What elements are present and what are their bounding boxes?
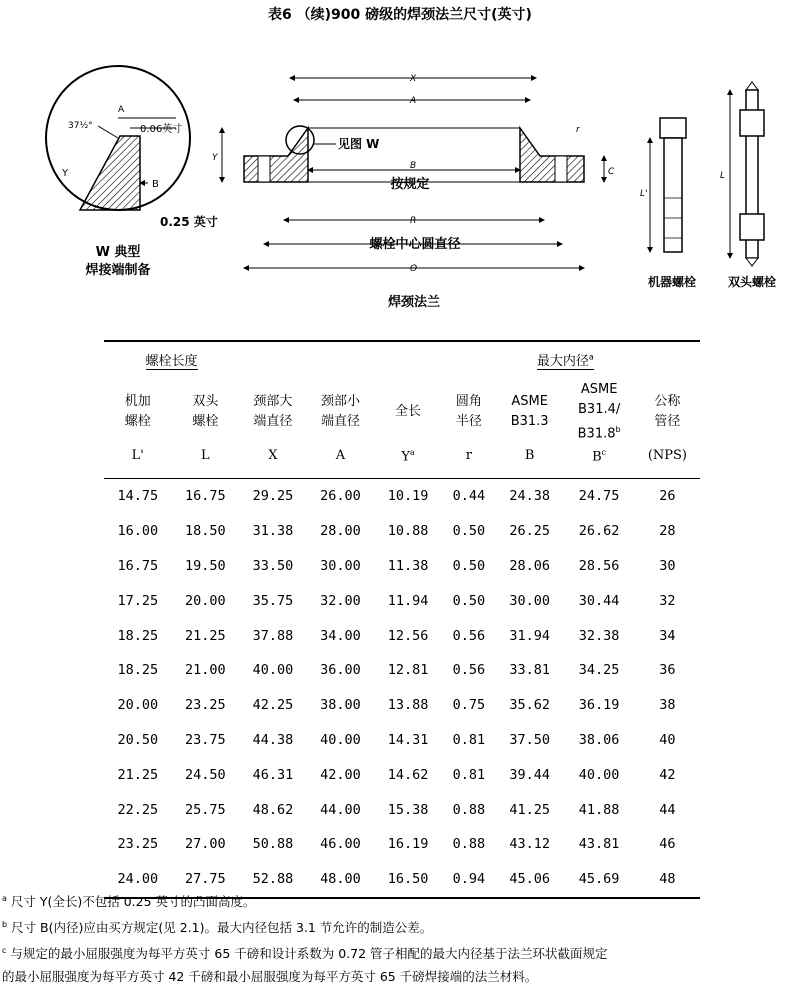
table-cell: 11.38 [387,557,429,574]
column-header [307,376,375,448]
table-column-name-row [104,376,700,448]
table-row [104,827,700,862]
column-header-line: B31.8$^b$ [577,424,621,442]
table-cell: 23.25 [117,836,159,853]
footnote-text: 尺寸 B(内径)应由买方规定(见 2.1)。最大内径包括 3.1 节允许的制造公差。 [11,920,433,936]
column-header-line: 端直径 [253,414,293,429]
table-cell: 10.19 [387,488,429,505]
table-cell: 50.88 [252,836,294,853]
table-cell: 44.38 [252,731,294,748]
column-header [172,376,240,448]
footnotes [2,887,800,988]
table-cell: 48 [635,862,700,898]
page-title: 表6 （续)900 磅级的焊颈法兰尺寸(英寸) [268,7,532,23]
table-cell: 30.00 [509,592,550,609]
table-cell: 40.00 [578,766,620,783]
table-cell: 32 [659,592,676,609]
footnote-text: 的最小屈服强度为每平方英寸 42 千磅和最小屈服强度为每平方英寸 65 千磅焊接端的法兰材料。 [2,969,538,985]
table-cell: 24.50 [185,766,226,783]
table-cell: 18.25 [117,662,159,679]
blank-group-header [239,341,496,376]
table-cell: 34 [659,627,676,644]
table-cell: 33.81 [509,662,550,679]
table-symbol-row [104,448,700,479]
table-cell: 36.00 [320,662,361,679]
column-header-line: B31.3 [510,414,549,429]
table-cell: 37.50 [509,731,550,748]
table-cell: 16.75 [185,488,226,505]
table-row [104,723,700,758]
table-cell: 30.00 [320,557,361,574]
table-cell: 41.88 [578,801,620,818]
detail-caption-1: W 典型 [95,245,141,260]
table-cell: 38.06 [578,731,620,748]
table-cell: 38.00 [320,697,361,714]
bolt-circle-label: 螺栓中心圆直径 [369,237,461,252]
table-cell: 15.38 [387,801,429,818]
column-header-line: 端直径 [320,414,360,429]
column-header [442,376,496,448]
footnote-mark: b [2,920,8,930]
table-cell: 45.06 [496,862,564,898]
footnote-text: 与规定的最小屈服强度为每平方英寸 65 千磅和设计系数为 0.72 管子相配的最大内径基于法兰环状截面规定 [10,946,608,962]
table-row [104,549,700,584]
detail-caption-2: 焊接端制备 [85,263,151,278]
column-header-line: 管径 [654,414,681,429]
column-header-line: 全长 [395,404,422,419]
column-symbol: $Y^a$ [374,448,442,479]
footnote-text: 尺寸 Y(全长)不包括 0.25 英寸的凸面高度。 [10,894,256,910]
table-cell: 27.00 [185,836,226,853]
table-cell: 17.25 [117,592,159,609]
bolt-length-group-label: 螺栓长度 [145,353,198,369]
column-symbol: X [239,448,307,479]
table-cell: 39.44 [509,766,550,783]
table-cell: 21.00 [185,662,226,679]
detail-w [46,66,190,278]
column-symbol: B [496,448,564,479]
table-cell: 38 [659,697,676,714]
table-cell: 26.62 [578,523,620,540]
table-cell: 40.00 [320,731,361,748]
table-cell: 0.56 [452,662,486,679]
footnote [2,913,800,939]
table-cell: 37.88 [252,627,294,644]
dim-y-label: Y [212,153,218,163]
stud-bolt-label: 双头螺栓 [727,275,777,289]
table-cell: 32.00 [320,592,361,609]
table-cell: 23.25 [185,697,226,714]
table-cell: 30.44 [578,592,620,609]
table-cell: 25.75 [185,801,226,818]
flange-section [160,74,615,310]
table-cell: 24.38 [509,488,550,505]
machine-bolt-label: 机器螺栓 [647,275,697,289]
table-cell: 18.25 [117,627,159,644]
column-symbol: r [442,448,496,479]
table-cell: 31.38 [252,523,294,540]
flange-drawing-svg [0,48,800,320]
table-cell: 42.25 [252,697,294,714]
table-cell: 0.44 [452,488,486,505]
table-cell: 23.75 [185,731,226,748]
column-symbol: L' [104,448,172,479]
table-cell: 20.00 [185,592,226,609]
table-cell: 11.94 [387,592,429,609]
bolt-length-group-header [104,341,239,376]
column-symbol: (NPS) [635,448,700,479]
stud-bolt [720,82,776,289]
column-header-line: 双头 [192,394,219,409]
table-cell: 31.94 [509,627,550,644]
table-cell: 16.00 [117,523,159,540]
table-row [104,583,700,618]
table-cell: 14.75 [117,488,159,505]
column-header [496,376,564,448]
column-header-line: 半径 [455,414,482,429]
table-cell: 26.00 [320,488,361,505]
table-row [104,757,700,792]
table-cell: 32.38 [578,627,620,644]
table-cell: 46 [659,836,676,853]
detail-b-label: B [152,179,159,190]
dim-o-label: O [410,264,418,274]
table-row [104,688,700,723]
column-header [104,376,172,448]
detail-angle-label: 37½° [68,121,93,131]
table-row [104,792,700,827]
table-cell: 36 [659,662,676,679]
table-cell: 46.31 [252,766,294,783]
table-cell: 24.75 [578,488,620,505]
flange-caption: 焊颈法兰 [387,295,441,310]
dim-b-label: B [410,161,417,171]
by-spec-label: 按规定 [390,177,430,192]
table-cell: 43.12 [509,836,550,853]
table-cell: 0.88 [452,801,486,818]
table-cell: 0.50 [452,592,486,609]
table-cell: 52.88 [239,862,307,898]
table-cell: 12.81 [387,662,429,679]
table-row [104,653,700,688]
flange-drawing [0,48,800,320]
table-cell: 48.62 [252,801,294,818]
table-cell: 0.81 [452,766,486,783]
table-cell: 0.75 [452,697,486,714]
dim-a-label: A [410,96,417,106]
table-cell: 0.50 [452,523,486,540]
table-cell: 41.25 [509,801,550,818]
max-bore-group-sup: a [588,352,594,362]
table-cell: 14.62 [387,766,429,783]
table-cell: 35.75 [252,592,294,609]
table-cell: 0.56 [452,627,486,644]
table-cell: 20.00 [117,697,159,714]
table-cell: 34.25 [578,662,620,679]
detail-offset-label: 0.06英寸 [140,124,183,135]
table-cell: 18.50 [185,523,226,540]
table-cell: 0.50 [452,557,486,574]
table-cell: 22.25 [117,801,159,818]
table-cell: 48.00 [307,862,375,898]
raised-face-label: 0.25 英寸 [160,215,218,229]
column-symbol: $B^c$ [563,448,634,479]
table-cell: 13.88 [387,697,429,714]
table-cell: 16.50 [374,862,442,898]
table-cell: 20.50 [117,731,159,748]
column-symbol: L [172,448,240,479]
table-cell: 26 [659,488,676,505]
column-header [374,376,442,448]
table-cell: 28.56 [578,557,620,574]
dim-fillet-label: r [576,125,580,135]
column-header-line: ASME [511,394,548,409]
dim-x-label: X [410,74,417,84]
table-cell: 0.88 [452,836,486,853]
table-cell: 43.81 [578,836,620,853]
max-bore-group-label [537,354,594,370]
table-cell: 26.25 [509,523,550,540]
footnote [2,965,800,988]
table-cell: 42.00 [320,766,361,783]
column-header [635,376,700,448]
table-cell: 40.00 [252,662,294,679]
column-header [239,376,307,448]
table-cell: 14.31 [387,731,429,748]
table-row [104,514,700,549]
table-cell: 10.88 [387,523,429,540]
table-cell: 35.62 [509,697,550,714]
table-cell: 21.25 [117,766,159,783]
footnote [2,887,800,913]
column-symbol: A [307,448,375,479]
table-cell: 40 [659,731,676,748]
footnote-mark: a [2,894,7,903]
dim-c-label: C [608,167,615,177]
machine-bolt [640,118,696,289]
dim-l1-label: L' [640,189,648,199]
column-header-line: 螺栓 [124,414,151,429]
max-bore-group-header [496,341,635,376]
column-header [563,376,634,448]
dim-r-label: R [410,216,417,226]
column-header-line: 颈部小 [320,394,360,409]
footnote [2,939,800,965]
table-cell: 36.19 [578,697,620,714]
table-cell: 0.81 [452,731,486,748]
table-cell: 44 [659,801,676,818]
table-cell: 16.75 [117,557,159,574]
detail-y-label: Y [62,168,69,179]
table-cell: 0.94 [442,862,496,898]
column-header-line: 机加 [124,394,151,409]
see-detail-label: 见图 W [338,137,380,151]
table-cell: 12.56 [387,627,429,644]
table-cell: 27.75 [172,862,240,898]
column-header-line: 螺栓 [192,414,219,429]
table-row [104,618,700,653]
table-cell: 21.25 [185,627,226,644]
blank-group-header-end [635,341,700,376]
dimension-table [104,340,700,899]
column-header-line: 颈部大 [253,394,293,409]
column-header-line: 公称 [654,394,681,409]
column-header-line: B31.4/ [578,401,621,417]
table-group-header-row [104,341,700,376]
table-cell: 30 [659,557,676,574]
max-bore-group-text: 最大内径 [536,353,589,369]
table-row [104,479,700,514]
column-header-line: 圆角 [455,394,482,409]
footnote-mark: c [2,946,7,956]
table-cell: 19.50 [185,557,226,574]
table-cell: 28 [659,523,676,540]
table-cell: 28.06 [509,557,550,574]
detail-a-label: A [118,105,125,115]
dim-l-label: L [720,171,726,181]
table-cell: 24.00 [104,862,172,898]
table-cell: 29.25 [252,488,294,505]
table-cell: 28.00 [320,523,361,540]
column-header-line: ASME [580,381,618,397]
table-cell: 34.00 [320,627,361,644]
table-cell: 45.69 [563,862,634,898]
table-cell: 33.50 [252,557,294,574]
table-cell: 46.00 [320,836,361,853]
table-cell: 42 [659,766,676,783]
table-cell: 16.19 [387,836,429,853]
table-cell: 44.00 [320,801,361,818]
